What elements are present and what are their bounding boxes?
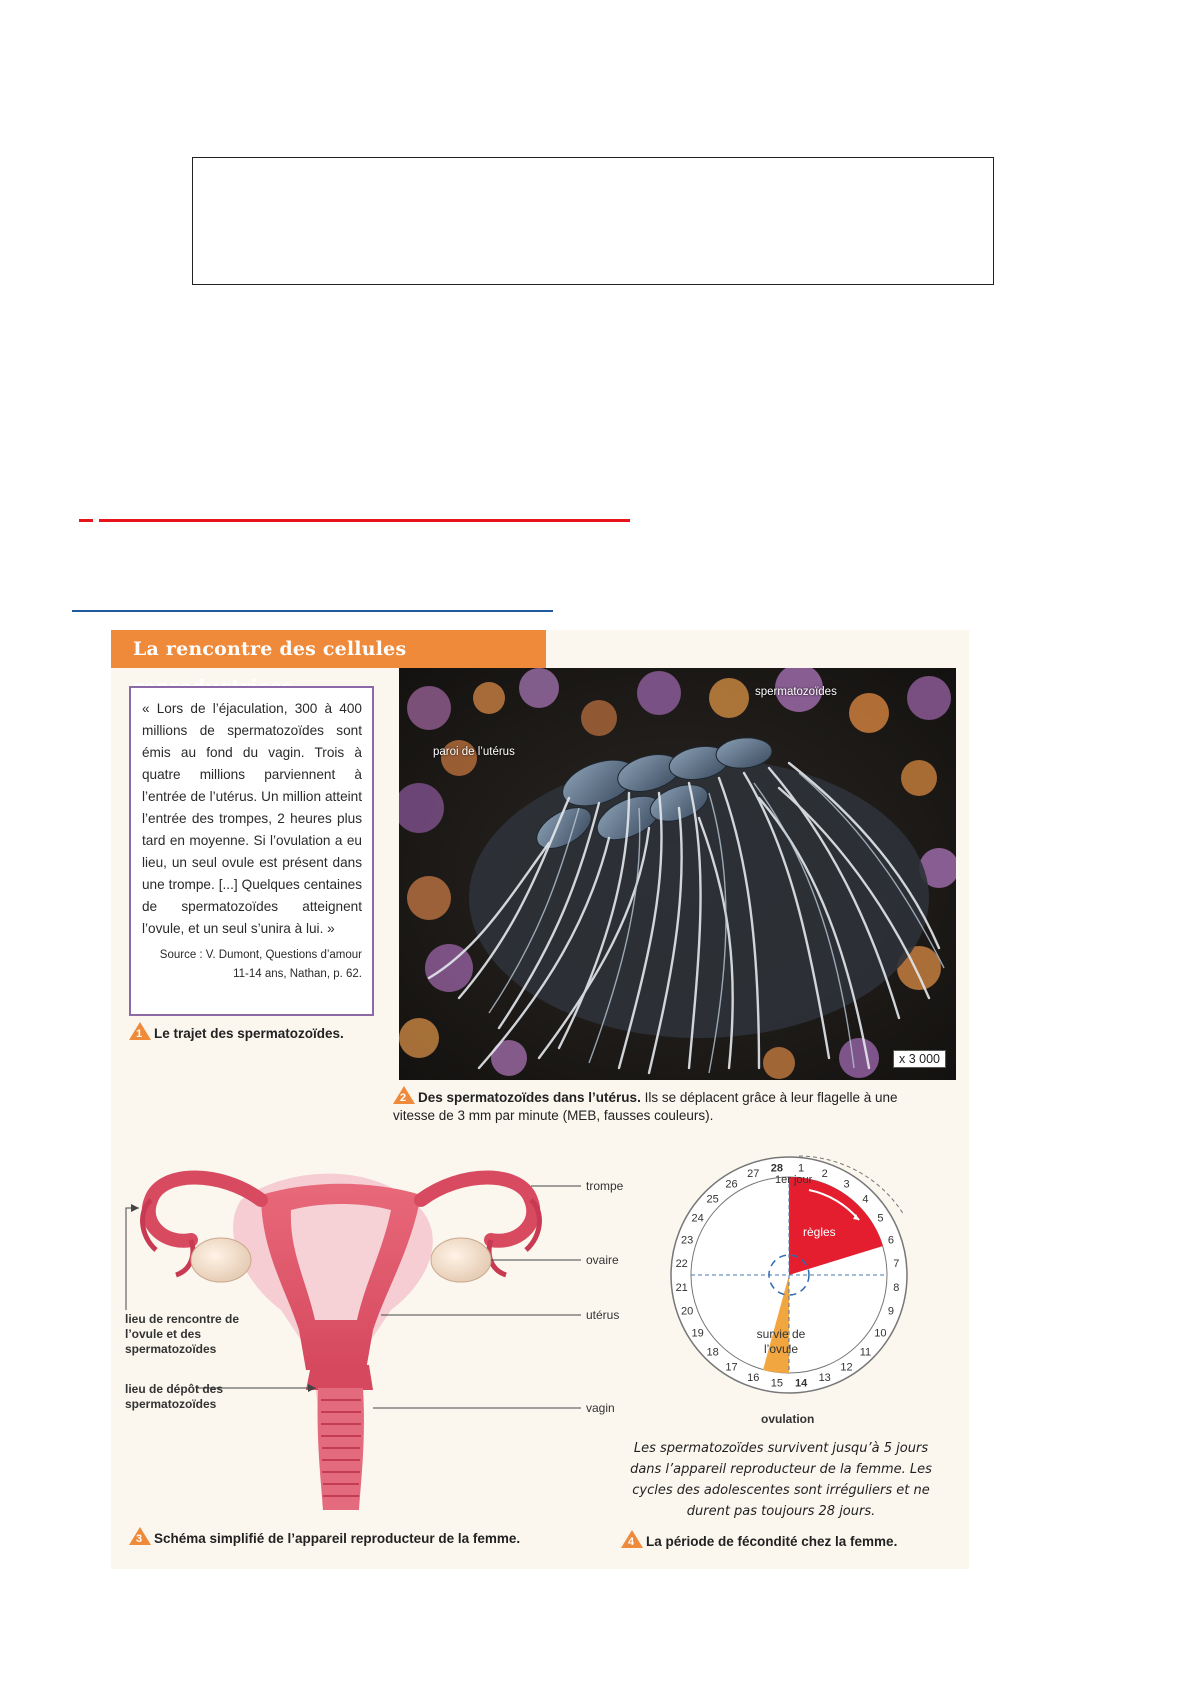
doc1-badge: 1 xyxy=(129,1022,151,1040)
day-label: 15 xyxy=(770,1377,784,1390)
day-label: 27 xyxy=(747,1168,760,1181)
day-label: 8 xyxy=(893,1282,900,1295)
doc3-badge: 3 xyxy=(129,1527,151,1545)
day-label: 1 xyxy=(798,1162,805,1175)
doc2-caption-title: Des spermatozoïdes dans l’utérus. xyxy=(418,1090,641,1105)
label-uterus: utérus xyxy=(586,1308,620,1322)
empty-title-box xyxy=(192,157,994,285)
label-paroi-uterus: paroi de l’utérus xyxy=(433,746,515,758)
section-banner: La rencontre des cellules xyxy=(111,630,546,668)
day-label: 10 xyxy=(874,1327,887,1340)
label-trompe: trompe xyxy=(586,1179,624,1193)
doc2-caption-block xyxy=(393,1086,913,1125)
sem-photo xyxy=(399,668,956,1080)
red-underline-short xyxy=(79,519,93,522)
quote-text: « Lors de l’éjaculation, 300 à 400 millions de spermatozoïdes sont émis au fond du vagin. Trois à quatre millions parviennent à l’entrée de l’utérus. Un million atteint l’entrée des trompes, 2 heures plus tard en moyenne. Si l’ovulation a eu lieu, un seul ovule est présent dans une trompe. [...] Quelques centaines de spermatozoïdes atteignent l’ovule, et un seul s’unira à lui. » xyxy=(142,701,362,936)
textbook-page xyxy=(111,630,969,1569)
day-label: 28 xyxy=(770,1162,784,1175)
doc4-note: Les spermatozoïdes survivent jusqu’à 5 jours dans l’appareil reproducteur de la femme. Les cycles des adolescentes sont irréguliers et ne durent pas toujours 28 jours. xyxy=(630,1441,932,1519)
label-regles: règles xyxy=(803,1225,836,1239)
red-underline xyxy=(99,519,630,522)
label-vagin: vagin xyxy=(586,1401,615,1415)
day-label: 6 xyxy=(887,1234,894,1247)
doc4-badge: 4 xyxy=(621,1530,643,1548)
day-label: 11 xyxy=(859,1346,872,1359)
day-label: 3 xyxy=(843,1178,850,1191)
day-label: 20 xyxy=(680,1305,694,1318)
day-label: 18 xyxy=(706,1346,719,1359)
doc1-caption: Le trajet des spermatozoïdes. xyxy=(154,1026,344,1041)
label-spermatozoides: spermatozoïdes xyxy=(755,686,837,698)
label-meeting-place: lieu de rencontre de l’ovule et des spermatozoïdes xyxy=(125,1312,240,1356)
day-label: 2 xyxy=(821,1168,828,1181)
magnification-badge: x 3 000 xyxy=(893,1050,946,1068)
label-ovulation: ovulation xyxy=(761,1412,815,1426)
day-label: 12 xyxy=(840,1361,853,1374)
doc2-badge: 2 xyxy=(393,1086,415,1104)
label-first-day: 1er jour xyxy=(775,1174,813,1186)
day-label: 19 xyxy=(691,1327,704,1340)
day-label: 4 xyxy=(862,1193,869,1206)
sem-image xyxy=(399,668,956,1080)
label-survie-ovule: survie de l’ovule xyxy=(756,1327,806,1356)
doc1-caption-block xyxy=(129,1022,374,1043)
quote-source: Source : V. Dumont, Questions d’amour 11-14 ans, Nathan, p. 62. xyxy=(159,949,362,980)
doc3-caption: Schéma simplifié de l’appareil reproducteur de la femme. xyxy=(154,1531,521,1546)
blue-underline xyxy=(72,610,553,612)
day-label: 9 xyxy=(887,1305,894,1318)
day-label: 23 xyxy=(680,1234,694,1247)
day-label: 16 xyxy=(747,1371,760,1384)
doc3-caption-block xyxy=(129,1527,599,1548)
day-label: 13 xyxy=(818,1371,831,1384)
day-label: 21 xyxy=(675,1282,688,1295)
day-label: 7 xyxy=(893,1257,900,1270)
doc4-caption-block xyxy=(621,1530,941,1551)
day-label: 5 xyxy=(877,1212,884,1225)
doc2-caption-text: Ils se déplacent grâce à leur flagelle à une vitesse de 3 mm par minute (MEB, fausses couleurs). xyxy=(393,1090,898,1123)
day-label: 22 xyxy=(675,1257,688,1270)
day-label: 17 xyxy=(725,1361,738,1374)
quote-box xyxy=(129,686,374,1016)
day-label: 14 xyxy=(794,1377,808,1390)
day-label: 24 xyxy=(691,1212,704,1225)
label-ovaire: ovaire xyxy=(586,1253,619,1267)
label-deposit-place: lieu de dépôt des spermatozoïdes xyxy=(125,1382,224,1411)
day-label: 25 xyxy=(706,1193,719,1206)
day-label: 26 xyxy=(725,1178,738,1191)
doc4-caption: La période de fécondité chez la femme. xyxy=(646,1534,898,1549)
